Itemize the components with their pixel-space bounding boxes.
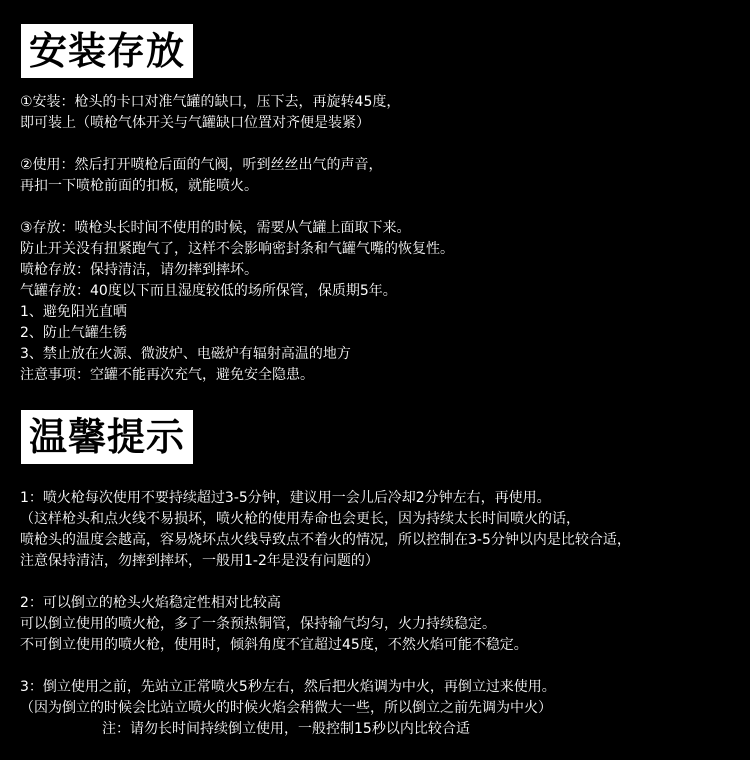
text-line: 防止开关没有扭紧跑气了，这样不会影响密封条和气罐气嘴的恢复性。 — [20, 241, 454, 257]
blank-line — [20, 134, 750, 155]
text-line: 可以倒立使用的喷火枪，多了一条预热铜管，保持输气均匀，火力持续稳定。 — [20, 616, 496, 632]
text-line: （这样枪头和点火线不易损坏，喷火枪的使用寿命也会更长，因为持续太长时间喷火的话， — [20, 511, 580, 527]
text-line: 气罐存放：40度以下而且湿度较低的场所保管，保质期5年。 — [20, 283, 397, 299]
text-line: 注意事项：空罐不能再次充气，避免安全隐患。 — [20, 367, 314, 383]
text-line: 2：可以倒立的枪头火焰稳定性相对比较高 — [20, 595, 281, 611]
text-line: ③存放：喷枪头长时间不使用的时候，需要从气罐上面取下来。 — [20, 220, 411, 236]
blank-line — [20, 572, 750, 593]
text-line: 不可倒立使用的喷火枪，使用时，倾斜角度不宜超过45度，不然火焰可能不稳定。 — [20, 637, 528, 653]
list-item: 1、避免阳光直晒 — [20, 304, 127, 320]
text-line: （因为倒立的时候会比站立喷火的时候火焰会稍微大一些，所以倒立之前先调为中火） — [20, 700, 552, 716]
section-title-tips: 温馨提示 — [21, 410, 193, 464]
text-line: 3：倒立使用之前，先站立正常喷火5秒左右，然后把火焰调为中火，再倒立过来使用。 — [20, 679, 556, 695]
text-line: 喷枪头的温度会越高，容易烧坏点火线导致点不着火的情况，所以控制在3-5分钟以内是比较合适， — [20, 532, 631, 548]
text-line: 喷枪存放：保持清洁，请勿摔到摔坏。 — [20, 262, 258, 278]
tips-content — [20, 488, 750, 740]
installation-storage-content — [20, 92, 750, 386]
section-title-installation-storage: 安装存放 — [21, 24, 193, 78]
text-line: 1：喷火枪每次使用不要持续超过3-5分钟，建议用一会儿后冷却2分钟左右，再使用。 — [20, 490, 551, 506]
text-line: 注意保持清洁，勿摔到摔坏，一般用1-2年是没有问题的） — [20, 553, 379, 569]
note-line: 注：请勿长时间持续倒立使用，一般控制15秒以内比较合适 — [102, 721, 470, 737]
list-item: 3、禁止放在火源、微波炉、电磁炉有辐射高温的地方 — [20, 346, 351, 362]
blank-line — [20, 656, 750, 677]
text-line: 即可装上（喷枪气体开关与气罐缺口位置对齐便是装紧） — [20, 115, 370, 131]
list-item: 2、防止气罐生锈 — [20, 325, 127, 341]
text-line: ②使用：然后打开喷枪后面的气阀，听到丝丝出气的声音， — [20, 157, 383, 173]
blank-line — [20, 197, 750, 218]
text-line: ①安装：枪头的卡口对准气罐的缺口，压下去，再旋转45度， — [20, 94, 401, 110]
text-line: 再扣一下喷枪前面的扣板，就能喷火。 — [20, 178, 258, 194]
